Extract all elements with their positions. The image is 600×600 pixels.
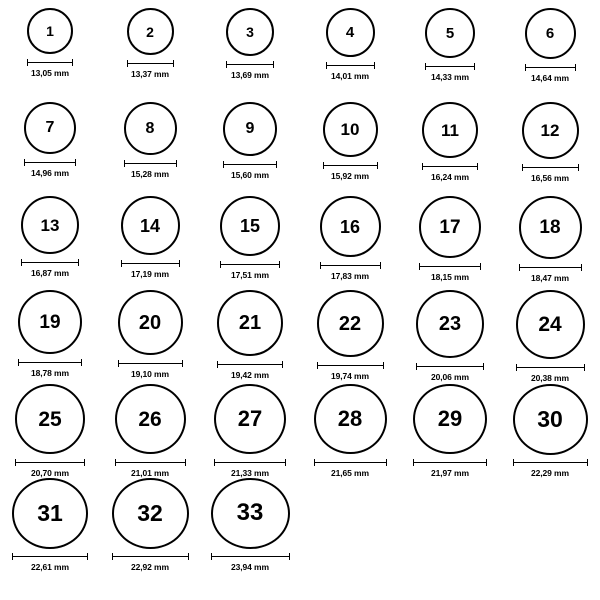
ring-circle	[220, 196, 280, 256]
ring-circle	[422, 102, 478, 158]
ring-size-label: 25	[38, 407, 62, 431]
ring-size-cell[interactable]	[500, 196, 600, 290]
ring-size-label: 7	[45, 119, 55, 136]
ring-size-cell[interactable]	[0, 290, 100, 384]
diameter-measure-bar	[223, 160, 277, 168]
diameter-value: 13,69 mm	[231, 70, 269, 80]
ring-size-label: 4	[345, 24, 355, 41]
diameter-measure-bar	[522, 163, 579, 171]
ring-circle	[217, 290, 283, 356]
ring-size-label: 8	[145, 119, 155, 137]
diameter-value: 19,42 mm	[231, 370, 269, 380]
diameter-measure-bar	[323, 161, 378, 169]
ring-size-label: 10	[340, 120, 360, 139]
ring-size-label: 20	[138, 311, 162, 334]
ring-size-label: 2	[146, 23, 154, 40]
ring-size-cell[interactable]	[500, 8, 600, 102]
ring-size-label: 3	[246, 24, 254, 40]
diameter-value: 15,92 mm	[331, 171, 369, 181]
ring-circle	[226, 8, 274, 56]
ring-circle	[21, 196, 79, 254]
ring-circle	[323, 102, 378, 157]
diameter-value: 21,01 mm	[131, 468, 169, 478]
ring-circle	[214, 384, 286, 454]
ring-circle	[121, 196, 180, 255]
ring-circle	[320, 196, 381, 257]
diameter-measure-bar	[314, 458, 387, 466]
ring-circle	[525, 8, 576, 59]
diameter-value: 17,19 mm	[131, 269, 169, 279]
diameter-value: 13,05 mm	[31, 68, 69, 78]
diameter-measure-bar	[513, 459, 588, 467]
ring-size-cell[interactable]	[200, 290, 300, 384]
ring-circle	[314, 384, 387, 454]
diameter-value: 14,96 mm	[31, 168, 69, 178]
diameter-measure-bar	[413, 458, 487, 466]
ring-size-label: 23	[438, 313, 462, 335]
diameter-value: 19,74 mm	[331, 371, 369, 381]
ring-size-cell[interactable]	[200, 384, 300, 478]
diameter-measure-bar	[525, 63, 576, 71]
ring-circle	[112, 478, 189, 549]
ring-size-cell[interactable]	[0, 102, 100, 196]
diameter-value: 17,83 mm	[331, 271, 369, 281]
diameter-measure-bar	[12, 553, 88, 560]
ring-size-cell[interactable]	[0, 8, 100, 102]
diameter-value: 18,47 mm	[531, 273, 569, 283]
ring-circle	[416, 290, 484, 358]
ring-size-label: 6	[545, 25, 555, 42]
ring-circle	[522, 102, 579, 159]
diameter-value: 23,94 mm	[231, 562, 269, 572]
ring-size-label: 18	[539, 217, 561, 238]
ring-size-cell[interactable]	[100, 290, 200, 384]
diameter-measure-bar	[24, 158, 76, 166]
ring-circle	[513, 384, 588, 455]
diameter-value: 18,78 mm	[31, 368, 69, 378]
ring-circle	[127, 8, 174, 55]
ring-size-label: 17	[439, 216, 461, 238]
diameter-value: 16,24 mm	[431, 172, 469, 182]
ring-size-label: 27	[237, 406, 263, 432]
ring-size-cell[interactable]	[100, 196, 200, 290]
ring-size-cell[interactable]	[0, 384, 100, 478]
ring-size-cell[interactable]	[200, 8, 300, 102]
ring-circle	[317, 290, 384, 357]
ring-circle	[516, 290, 585, 359]
diameter-value: 20,70 mm	[31, 468, 69, 478]
diameter-measure-bar	[226, 60, 274, 68]
ring-circle	[24, 102, 76, 154]
ring-size-cell[interactable]	[200, 102, 300, 196]
ring-size-cell[interactable]	[200, 196, 300, 290]
ring-size-cell[interactable]	[400, 290, 500, 384]
ring-size-cell[interactable]	[500, 102, 600, 196]
diameter-value: 14,64 mm	[531, 73, 569, 83]
ring-size-cell[interactable]	[200, 478, 300, 572]
ring-size-label: 33	[236, 499, 264, 527]
ring-circle	[115, 384, 186, 454]
ring-circle	[18, 290, 82, 354]
diameter-value: 20,06 mm	[431, 372, 469, 382]
ring-size-label: 16	[339, 216, 361, 237]
ring-size-cell[interactable]	[100, 478, 200, 572]
diameter-measure-bar	[422, 162, 478, 170]
diameter-value: 18,15 mm	[431, 272, 469, 282]
ring-size-label: 21	[238, 312, 262, 334]
ring-size-cell[interactable]	[0, 196, 100, 290]
diameter-measure-bar	[519, 263, 582, 271]
ring-size-label: 30	[537, 405, 563, 432]
diameter-measure-bar	[18, 358, 82, 366]
ring-size-label: 1	[46, 23, 54, 39]
ring-circle	[419, 196, 481, 258]
diameter-measure-bar	[220, 260, 280, 268]
diameter-value: 14,01 mm	[331, 71, 369, 81]
ring-size-label: 31	[37, 499, 63, 526]
ring-size-label: 14	[139, 215, 161, 236]
diameter-measure-bar	[27, 58, 73, 66]
ring-size-label: 22	[338, 312, 362, 335]
ring-size-cell[interactable]	[100, 384, 200, 478]
diameter-value: 22,61 mm	[31, 562, 69, 572]
diameter-measure-bar	[124, 159, 177, 167]
ring-size-cell[interactable]	[100, 8, 200, 102]
ring-size-cell[interactable]	[300, 290, 400, 384]
ring-circle	[15, 384, 85, 454]
ring-size-cell[interactable]	[300, 384, 400, 478]
diameter-value: 17,51 mm	[231, 270, 269, 280]
ring-size-label: 12	[540, 121, 560, 140]
diameter-measure-bar	[118, 359, 183, 367]
ring-size-label: 19	[39, 311, 61, 333]
ring-circle	[519, 196, 582, 259]
diameter-value: 16,56 mm	[531, 173, 569, 183]
diameter-measure-bar	[115, 458, 186, 466]
diameter-measure-bar	[326, 61, 375, 69]
diameter-value: 22,29 mm	[531, 468, 569, 478]
diameter-measure-bar	[211, 553, 290, 560]
ring-size-cell[interactable]	[500, 290, 600, 384]
ring-circle	[223, 102, 277, 156]
ring-size-cell[interactable]	[500, 384, 600, 478]
diameter-measure-bar	[317, 361, 384, 369]
ring-circle	[413, 384, 487, 454]
diameter-measure-bar	[112, 553, 189, 560]
diameter-measure-bar	[127, 59, 174, 67]
ring-size-cell[interactable]	[0, 478, 100, 572]
diameter-measure-bar	[416, 362, 484, 370]
diameter-value: 16,87 mm	[31, 268, 69, 278]
diameter-measure-bar	[214, 458, 286, 466]
ring-size-label: 9	[245, 120, 255, 137]
diameter-value: 14,33 mm	[431, 72, 469, 82]
diameter-value: 22,92 mm	[131, 562, 169, 572]
ring-size-cell[interactable]	[400, 8, 500, 102]
diameter-value: 20,38 mm	[531, 373, 569, 383]
ring-size-cell[interactable]	[300, 102, 400, 196]
ring-circle	[27, 8, 73, 54]
ring-circle	[211, 478, 290, 549]
ring-size-label: 26	[138, 407, 162, 431]
ring-size-cell[interactable]	[300, 8, 400, 102]
diameter-value: 15,60 mm	[231, 170, 269, 180]
diameter-measure-bar	[425, 62, 475, 70]
ring-size-label: 32	[137, 499, 163, 526]
ring-size-label: 11	[441, 120, 459, 140]
ring-size-label: 29	[437, 406, 463, 432]
diameter-value: 13,37 mm	[131, 69, 169, 79]
diameter-measure-bar	[15, 458, 85, 466]
ring-size-cell[interactable]	[100, 102, 200, 196]
diameter-measure-bar	[419, 262, 481, 270]
ring-size-label: 24	[538, 313, 562, 336]
diameter-measure-bar	[320, 261, 381, 269]
diameter-value: 21,33 mm	[231, 468, 269, 478]
diameter-measure-bar	[516, 363, 585, 371]
diameter-measure-bar	[121, 259, 180, 267]
ring-size-cell[interactable]	[400, 102, 500, 196]
ring-size-label: 15	[239, 216, 261, 236]
ring-size-label: 13	[40, 215, 60, 235]
ring-size-cell[interactable]	[300, 196, 400, 290]
diameter-measure-bar	[217, 360, 283, 368]
ring-circle	[326, 8, 375, 57]
ring-size-label: 28	[337, 406, 363, 432]
diameter-value: 21,97 mm	[431, 468, 469, 478]
ring-circle	[425, 8, 475, 58]
diameter-measure-bar	[21, 258, 79, 266]
diameter-value: 15,28 mm	[131, 169, 169, 179]
ring-size-cell[interactable]	[400, 384, 500, 478]
ring-circle	[124, 102, 177, 155]
ring-circle	[12, 478, 88, 549]
diameter-value: 21,65 mm	[331, 468, 369, 478]
ring-size-cell[interactable]	[400, 196, 500, 290]
ring-size-label: 5	[445, 24, 455, 42]
diameter-value: 19,10 mm	[131, 369, 169, 379]
ring-circle	[118, 290, 183, 355]
